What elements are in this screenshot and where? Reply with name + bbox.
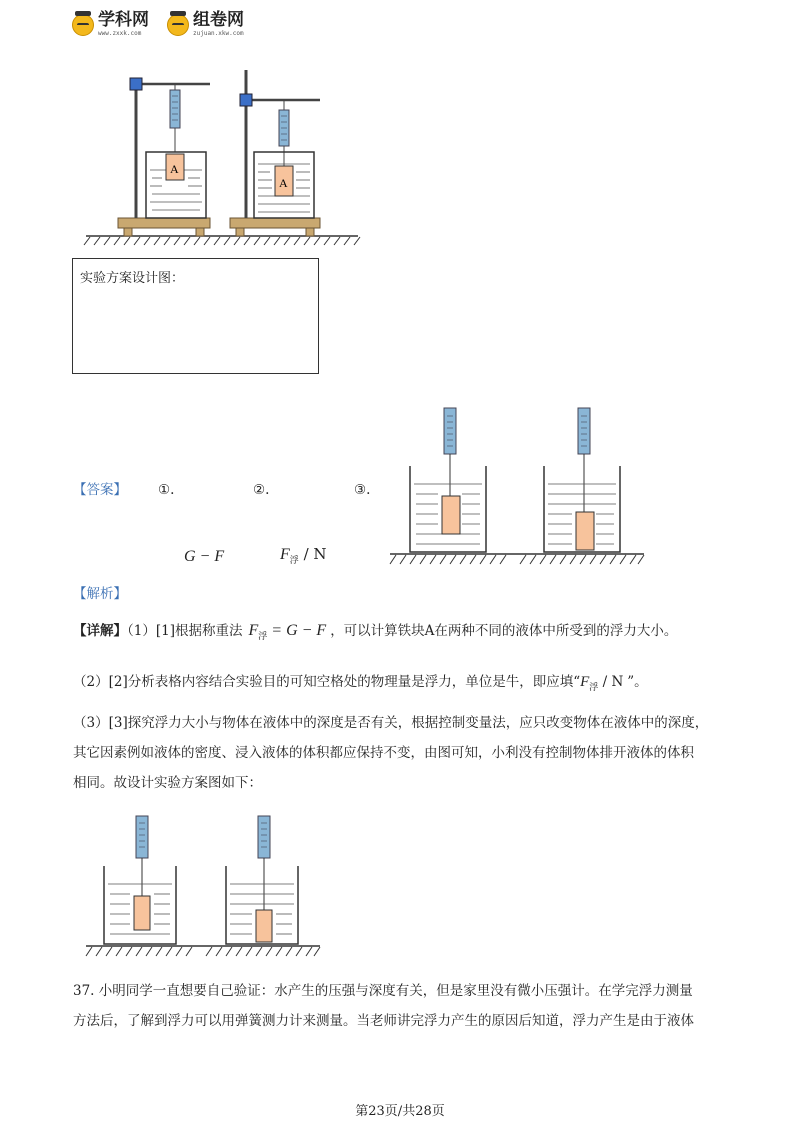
formula-f: F	[580, 674, 590, 690]
logo-zxxk[interactable]	[72, 12, 149, 37]
beaker-1	[410, 408, 486, 552]
question-37-line1: 37. 小明同学一直想要自己验证：水产生的压强与深度有关，但是家里没有微小压强计。在学完浮力测量	[73, 983, 693, 999]
detail-p3-line1: （3）[3]探究浮力大小与物体在液体中的深度是否有关，根据控制变量法，应只改变物体在液体中的深度，	[73, 715, 709, 731]
formula-f: F	[248, 622, 259, 639]
logo-zujuan[interactable]	[167, 12, 244, 37]
formula-f: F	[280, 546, 290, 563]
left-stand	[118, 78, 210, 236]
formula-sub: 浮	[258, 632, 268, 642]
formula-sub: 浮	[589, 683, 599, 693]
block-a-label: A	[279, 176, 288, 190]
detail-p2	[73, 667, 648, 703]
page-number: 第23页/共28页	[355, 1104, 445, 1119]
analysis-tag: 【解析】	[73, 586, 127, 602]
logo-name: 学科网	[98, 10, 149, 30]
formula-sub: 浮	[289, 556, 299, 566]
logo-url: zujuan.xkw.com	[193, 30, 244, 37]
answer-marker-2: ②.	[253, 482, 270, 498]
design-box	[72, 258, 319, 374]
detail-p2-text: （2）[2]分析表格内容结合实验目的可知空格处的物理量是浮力，单位是牛，即应填“	[73, 674, 581, 690]
mascot-icon	[72, 14, 94, 36]
answer-value-1: G − F	[184, 548, 225, 565]
solution-diagram	[82, 812, 327, 960]
question-37-line2: 方法后，了解到浮力可以用弹簧测力计来测量。当老师讲完浮力产生的原因后知道，浮力产生是由于液体	[73, 1013, 694, 1029]
detail-p3-line3: 相同。故设计实验方案图如下：	[73, 775, 262, 791]
answer-marker-3: ③.	[354, 482, 371, 498]
header-logos	[72, 12, 244, 37]
formula-unit: / N	[598, 674, 624, 690]
logo-name: 组卷网	[193, 10, 244, 30]
answer-marker-1: ①.	[158, 482, 175, 498]
block-a-label: A	[170, 162, 179, 176]
formula-unit: / N	[298, 545, 327, 563]
detail-p1-text-after: ，可以计算铁块A在两种不同的液体中所受到的浮力大小。	[330, 623, 678, 639]
right-stand	[230, 70, 320, 236]
logo-url: www.zxxk.com	[98, 30, 142, 37]
detail-p2-text-after: ”。	[627, 674, 648, 690]
answer-tag: 【答案】	[73, 482, 127, 498]
beaker-2	[544, 408, 620, 552]
mascot-icon	[167, 14, 189, 36]
answer-value-2	[280, 544, 327, 566]
detail-p3	[73, 708, 708, 798]
detail-p1-text: （1）[1]根据称重法	[127, 623, 243, 639]
answer-diagram	[382, 404, 652, 576]
detail-p3-line2: 其它因素例如液体的密度、浸入液体的体积都应保持不变，由图可知，小利没有控制物体排开液体的体积	[73, 745, 694, 761]
beaker-1	[104, 816, 176, 944]
detail-p1	[73, 616, 677, 652]
beaker-2	[226, 816, 298, 944]
design-box-label: 实验方案设计图：	[80, 271, 185, 286]
formula-rest: = G − F	[267, 622, 327, 639]
question-37	[73, 976, 694, 1036]
experiment-figure-stands	[82, 60, 367, 250]
detail-tag: 【详解】	[73, 623, 127, 639]
